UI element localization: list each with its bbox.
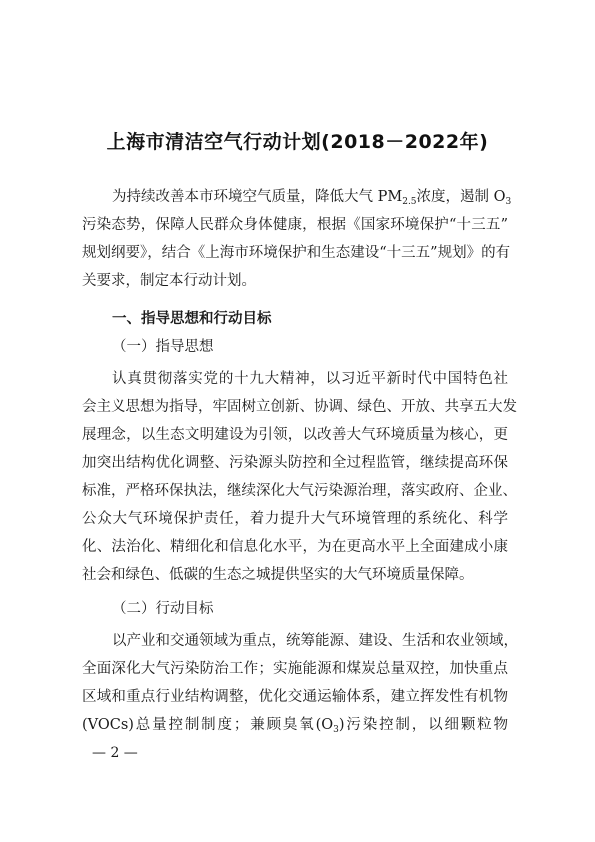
body-line: 社会和绿色、低碳的生态之城提供坚实的大气环境质量保障。 (82, 567, 474, 583)
intro-line-1-a: 为持续改善本市环境空气质量，降低大气 PM (112, 189, 403, 205)
page-number: — 2 — (92, 745, 138, 761)
intro-line-1-b: 浓度，遏制 O (416, 189, 506, 205)
body-line: 加突出结构优化调整、污染源头防控和全过程监管，继续提高环保 (82, 455, 508, 471)
subsection-heading-1: （一）指导思想 (112, 339, 214, 355)
pm-text: )污染控制，以细颗粒物 (338, 717, 509, 733)
subsection-heading-2: （二）行动目标 (112, 601, 214, 617)
body-line: 标准，严格环保执法，继续深化大气污染源治理，落实政府、企业、 (82, 483, 517, 499)
document-title: 上海市清洁空气行动计划(2018－2022年) (106, 131, 489, 153)
o3-subscript: 3 (505, 197, 512, 207)
body-line: 以产业和交通领域为重点，统筹能源、建设、生活和农业领域， (112, 633, 518, 649)
vocs-text: (VOCs)总量控制制度；兼顾臭氧(O (82, 717, 334, 733)
intro-line-4: 关要求，制定本行动计划。 (82, 273, 256, 289)
body-line: 会主义思想为指导，牢固树立创新、协调、绿色、开放、共享五大发 (82, 399, 517, 415)
body-line-last (82, 715, 508, 740)
body-line: 展理念，以生态文明建设为引领，以改善大气环境质量为核心，更 (82, 427, 508, 443)
intro-line-1 (112, 187, 512, 212)
intro-line-3: 规划纲要》，结合《上海市环境保护和生态建设“十三五”规划》的有 (82, 245, 511, 261)
body-line: 区域和重点行业结构调整，优化交通运输体系，建立挥发性有机物 (82, 689, 508, 705)
o3-subscript: 3 (333, 725, 339, 735)
body-line: 化、法治化、精细化和信息化水平，为在更高水平上全面建成小康 (82, 539, 508, 555)
body-line: 公众大气环境保护责任，着力提升大气环境管理的系统化、科学 (82, 511, 508, 527)
pm-subscript: 2.5 (402, 197, 417, 207)
intro-line-2: 污染态势，保障人民群众身体健康，根据《国家环境保护“十三五” (82, 217, 508, 233)
body-line: 认真贯彻落实党的十九大精神，以习近平新时代中国特色社 (112, 371, 508, 387)
section-heading-1: 一、指导思想和行动目标 (112, 311, 272, 327)
body-line: 全面深化大气污染防治工作；实施能源和煤炭总量双控，加快重点 (82, 661, 508, 677)
